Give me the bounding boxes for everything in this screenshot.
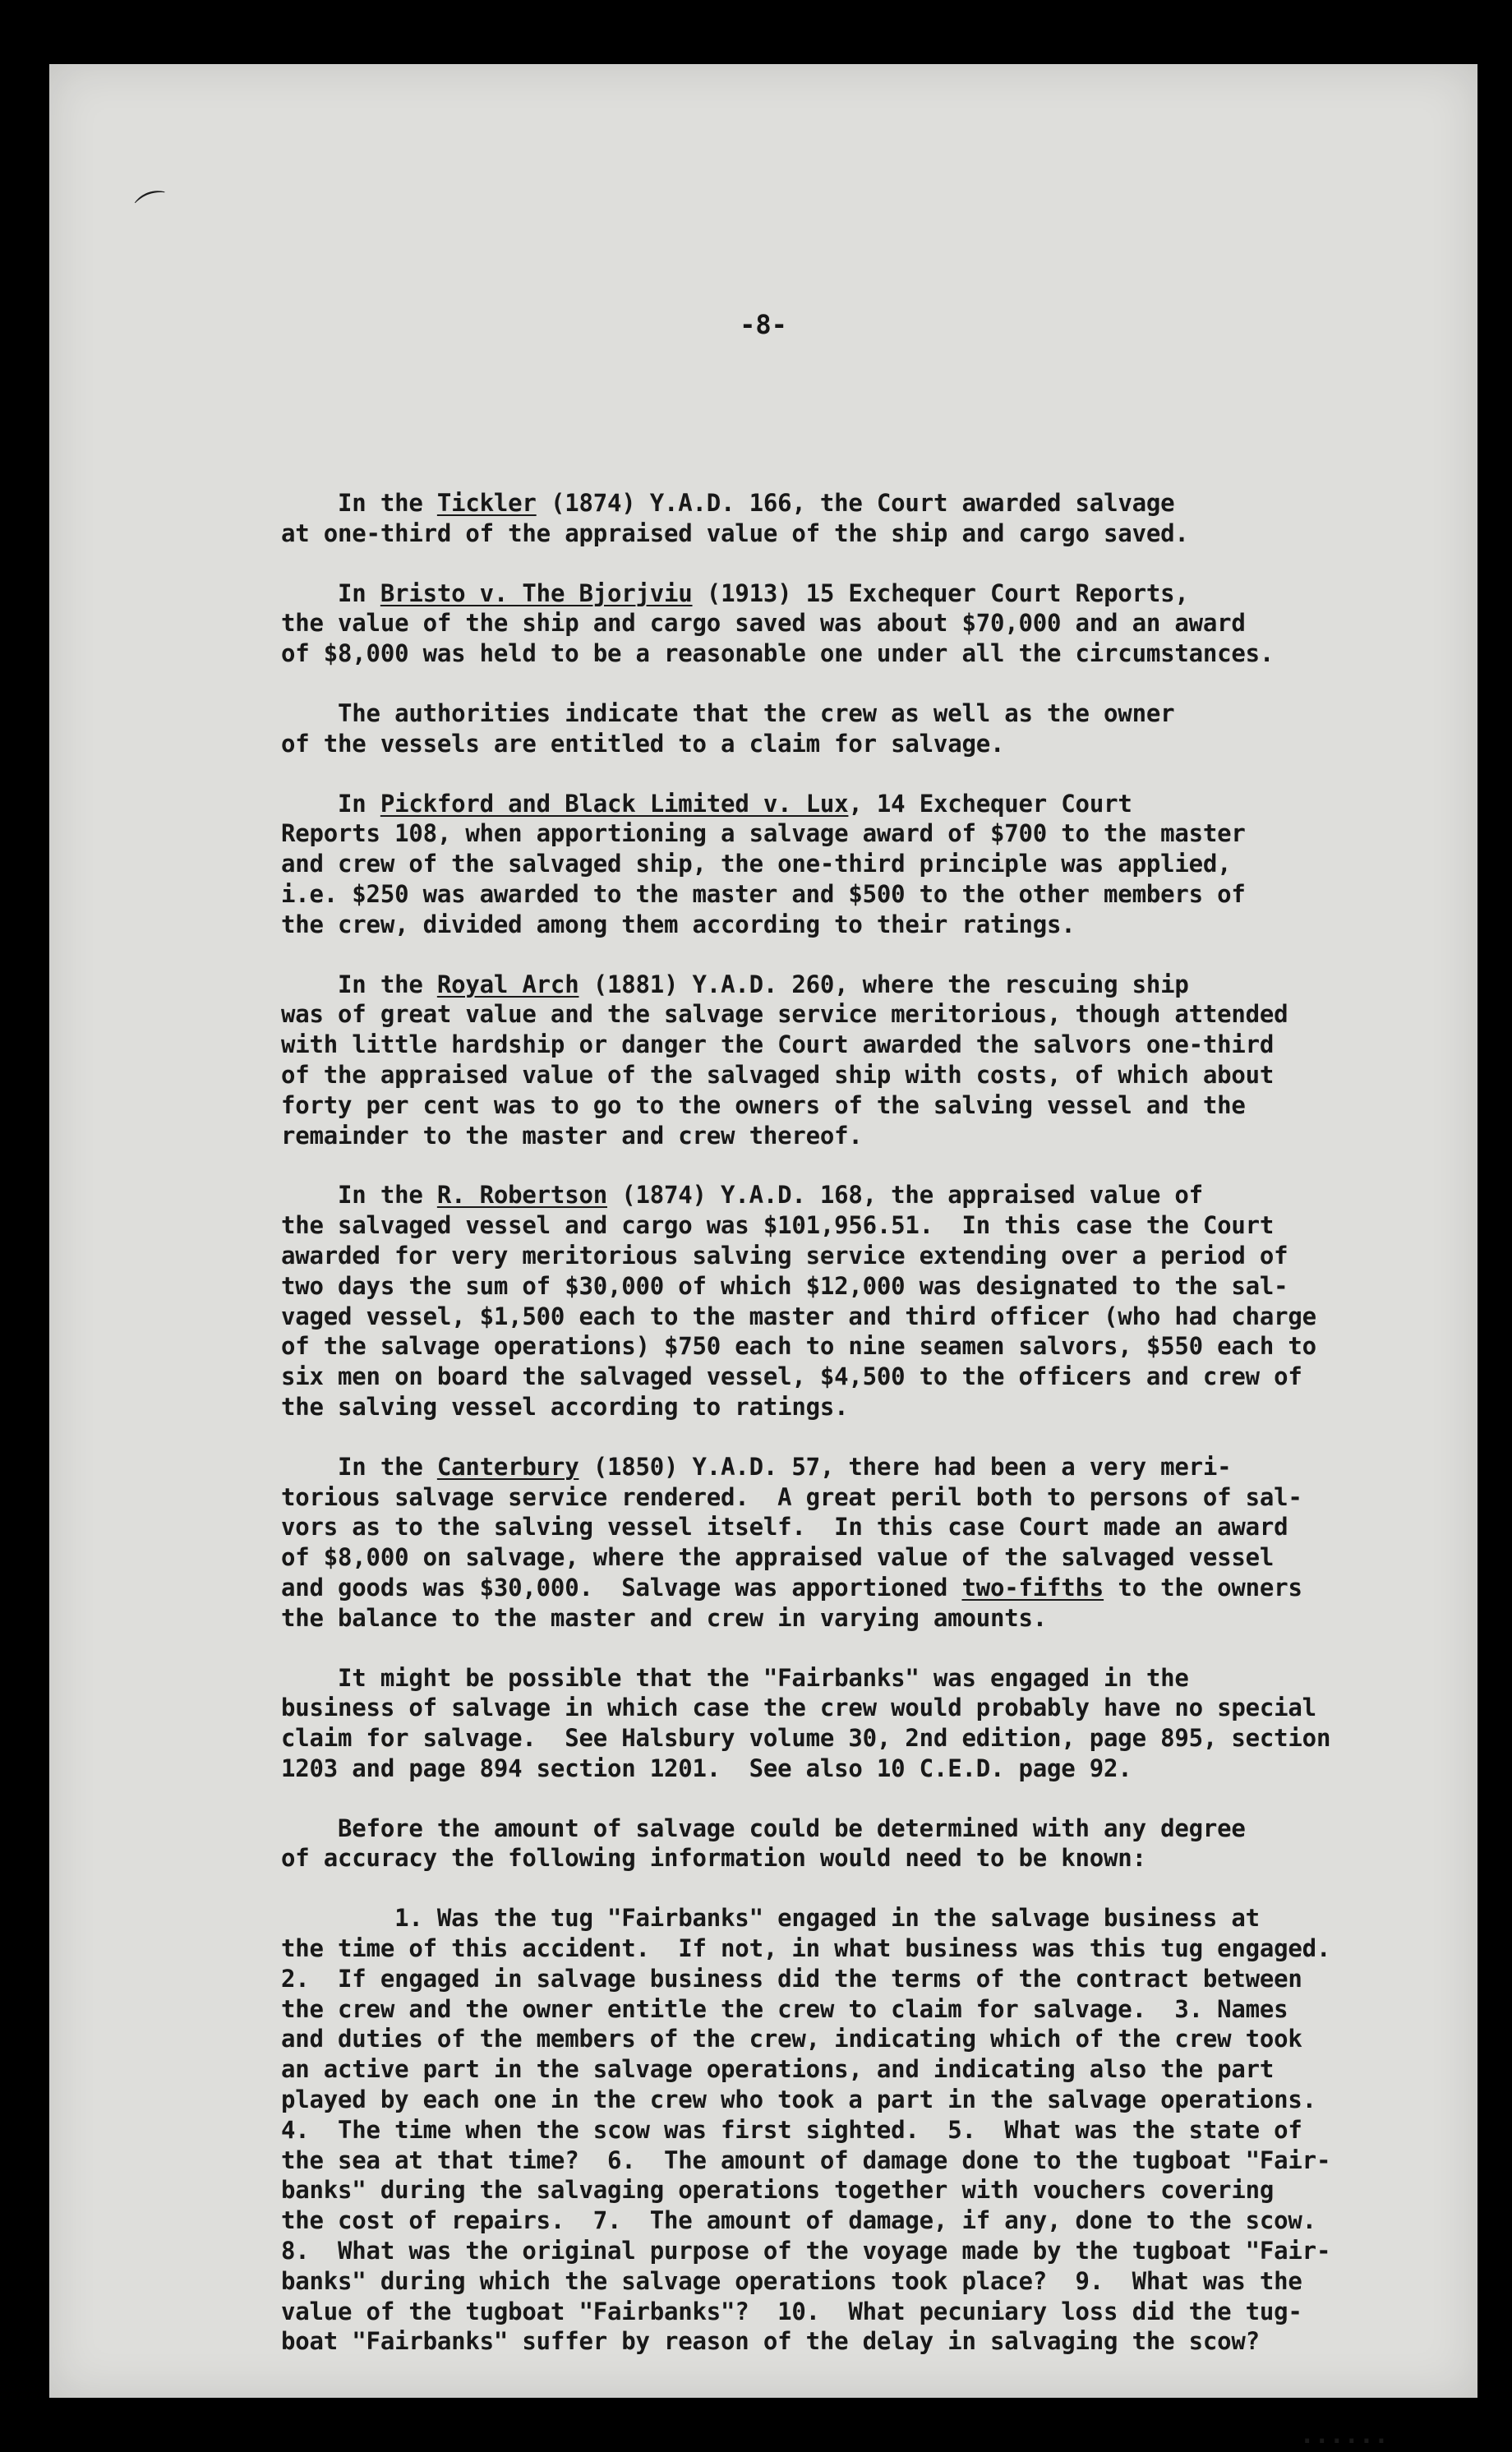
text-segment: business of salvage in which case the crew would probably have no special [281,1694,1316,1722]
text-line [281,1754,1464,1784]
text-segment: two days the sum of $30,000 of which $12,000 was designated to the sal- [281,1271,1288,1300]
text-line [281,2054,1464,2085]
paragraph [281,1663,1464,1784]
text-segment: to the owners [1104,1573,1302,1602]
text-segment: the salvaged vessel and cargo was $101,956.51. In this case the Court [281,1211,1275,1240]
text-segment: (1874) Y.A.D. 166, the Court awarded salvage [536,489,1175,517]
paragraph [281,578,1464,669]
paragraph [281,1903,1464,2357]
text-segment: vaged vessel, $1,500 each to the master and third officer (who had charge [281,1302,1316,1330]
text-segment: played by each one in the crew who took a part in the salvage operations. [281,2086,1316,2114]
text-segment: 2. If engaged in salvage business did the terms of the contract between [281,1964,1302,1993]
text-line [281,2205,1464,2236]
text-segment: six men on board the salvaged vessel, $4,500 to the officers and crew of [281,1362,1302,1391]
text-line [281,2175,1464,2205]
text-segment: 1203 and page 894 section 1201. See also 10 C.E.D. page 92. [281,1754,1132,1782]
text-line [281,1994,1464,2025]
text-segment: the sea at that time? 6. The amount of damage done to the tugboat "Fair- [281,2146,1331,2174]
text-line [281,1573,1464,1603]
text-line [281,2326,1464,2357]
text-segment: the cost of repairs. 7. The amount of damage, if any, done to the scow. [281,2206,1316,2235]
text-segment: of the vessels are entitled to a claim for salvage. [281,729,1005,758]
paragraph [281,1814,1464,1874]
text-segment: vors as to the salving vessel itself. In this case Court made an award [281,1513,1288,1542]
case-name: Tickler [436,489,537,517]
text-line [281,1542,1464,1573]
text-line [281,1030,1464,1060]
text-segment: , 14 Exchequer Court [848,789,1132,818]
text-segment: In the [281,489,437,517]
paragraph [281,1180,1464,1422]
text-segment: with little hardship or danger the Court awarded the salvors one-third [281,1030,1275,1059]
text-line [281,1392,1464,1422]
text-line [281,1603,1464,1634]
text-line [281,1512,1464,1542]
text-line [281,608,1464,638]
text-segment: forty per cent was to go to the owners of the salving vessel and the [281,1090,1246,1119]
case-name: Royal Arch [436,970,579,998]
paragraph [281,789,1464,940]
text-line [281,1210,1464,1241]
text-line [281,1060,1464,1090]
text-segment: awarded for very meritorious salving service extending over a period of [281,1241,1288,1270]
text-segment: (1850) Y.A.D. 57, there had been a very meri- [579,1452,1232,1481]
text-line [281,1843,1464,1874]
text-segment: the balance to the master and crew in varying amounts. [281,1603,1048,1632]
text-line [281,1723,1464,1754]
text-segment: 1. Was the tug "Fairbanks" engaged in the salvage business at [281,1904,1260,1933]
text-line [281,729,1464,759]
text-segment: In the [281,1181,437,1210]
paragraph [281,1452,1464,1634]
case-name: R. Robertson [436,1181,607,1210]
text-line [281,1964,1464,1994]
text-segment: and crew of the salvaged ship, the one-third principle was applied, [281,850,1232,878]
continuation-dots: ...... [1299,2421,1389,2450]
text-line [281,578,1464,609]
text-segment: (1881) Y.A.D. 260, where the rescuing ship [579,970,1189,998]
paragraph [281,488,1464,549]
text-segment: The authorities indicate that the crew as well as the owner [281,698,1175,727]
text-line [281,488,1464,519]
text-segment: In the [281,970,437,998]
text-line [281,2115,1464,2146]
text-segment: boat "Fairbanks" suffer by reason of the delay in salvaging the scow? [281,2327,1260,2356]
case-name: Canterbury [436,1452,579,1481]
text-segment: banks" during the salvaging operations together with vouchers covering [281,2176,1275,2205]
text-line [281,1090,1464,1121]
text-segment: Before the amount of salvage could be determined with any degree [281,1814,1246,1842]
text-line [281,970,1464,1000]
text-line [281,789,1464,819]
text-segment: In [281,789,380,818]
text-line [281,1452,1464,1482]
text-line [281,2024,1464,2054]
text-line [281,2085,1464,2115]
text-segment: was of great value and the salvage service meritorious, though attended [281,1000,1288,1029]
case-name: Pickford and Black Limited v. Lux [380,789,849,818]
document-page [49,64,1477,2450]
text-segment: (1874) Y.A.D. 168, the appraised value of [606,1181,1203,1210]
paragraph [281,970,1464,1151]
text-segment: the value of the ship and cargo saved was about $70,000 and an award [281,609,1246,638]
text-segment: In [281,578,380,607]
text-line [281,1331,1464,1362]
text-segment: the time of this accident. If not, in what business was this tug engaged. [281,1934,1331,1963]
text-segment: the salving vessel according to ratings. [281,1392,849,1421]
paragraph [281,698,1464,759]
text-line [281,519,1464,549]
text-segment: value of the tugboat "Fairbanks"? 10. What pecuniary loss did the tug- [281,2297,1302,2325]
text-line [281,999,1464,1030]
text-segment: 8. What was the original purpose of the voyage made by the tugboat "Fair- [281,2237,1331,2265]
text-line [281,1241,1464,1271]
text-segment: i.e. $250 was awarded to the master and $500 to the other members of [281,879,1246,908]
text-line [281,1693,1464,1723]
text-segment: the crew and the owner entitle the crew to claim for salvage. 3. Names [281,1994,1288,2023]
text-segment: banks" during which the salvage operations took place? 9. What was the [281,2266,1302,2295]
text-segment: and duties of the members of the crew, indicating which of the crew took [281,2025,1302,2053]
text-line [281,1814,1464,1844]
text-segment: the crew, divided among them according to their ratings. [281,910,1076,938]
text-line [281,1121,1464,1151]
text-segment: Reports 108, when apportioning a salvage award of $700 to the master [281,819,1246,848]
document-body [281,488,1464,2386]
text-line [281,1362,1464,1392]
text-line [281,698,1464,729]
text-segment: of $8,000 was held to be a reasonable one under all the circumstances. [281,639,1275,668]
text-segment: remainder to the master and crew thereof. [281,1121,863,1150]
text-line [281,1302,1464,1332]
text-segment: claim for salvage. See Halsbury volume 30, 2nd edition, page 895, section [281,1724,1331,1753]
text-segment: and goods was $30,000. Salvage was apportioned [281,1573,962,1602]
case-name: Bristo v. The Bjorjviu [380,578,693,607]
text-line [281,1933,1464,1964]
text-segment: In the [281,1452,437,1481]
text-line [281,910,1464,940]
text-segment: of the appraised value of the salvaged ship with costs, of which about [281,1060,1275,1089]
text-segment: It might be possible that the "Fairbanks" was engaged in the [281,1663,1189,1692]
case-name: two-fifths [961,1573,1104,1602]
text-line [281,879,1464,910]
text-line [281,1271,1464,1302]
page-number: -8- [740,309,787,340]
text-segment: (1913) 15 Exchequer Court Reports, [692,578,1189,607]
text-segment: at one-third of the appraised value of the ship and cargo saved. [281,519,1189,547]
text-segment: of the salvage operations) $750 each to nine seamen salvors, $550 each to [281,1332,1316,1361]
text-line [281,1663,1464,1694]
text-segment: of $8,000 on salvage, where the appraised value of the salvaged vessel [281,1543,1275,1572]
text-line [281,638,1464,669]
text-segment: an active part in the salvage operations, and indicating also the part [281,2055,1275,2084]
text-line [281,2297,1464,2327]
text-line [281,818,1464,849]
text-line [281,1482,1464,1513]
text-line [281,1180,1464,1210]
text-line [281,2266,1464,2297]
text-line [281,849,1464,879]
text-segment: 4. The time when the scow was first sighted. 5. What was the state of [281,2115,1302,2144]
text-line [281,2236,1464,2266]
text-line [281,1903,1464,1933]
text-segment: of accuracy the following information would need to be known: [281,1844,1146,1873]
text-segment: torious salvage service rendered. A great peril both to persons of sal- [281,1482,1302,1511]
text-line [281,2146,1464,2176]
stray-mark: ⌒ [131,185,176,233]
